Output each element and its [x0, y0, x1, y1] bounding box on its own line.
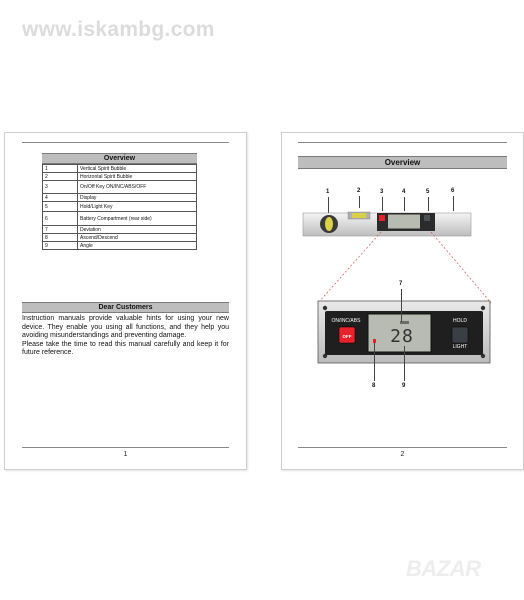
overview-row-label: On/Off Key ON/INC/ABS/OFF [78, 181, 197, 194]
overview-row-label: Horizontal Spirit Bubble [78, 173, 197, 181]
page-number: 2 [400, 451, 405, 458]
overview-row-number: 2 [43, 173, 78, 181]
label-2: 2 [357, 188, 361, 194]
overview-row [43, 165, 197, 173]
label-7: 7 [399, 281, 403, 287]
manual-page-2 [281, 132, 524, 470]
lcd-angle-readout: 28 [390, 326, 414, 347]
leader-7 [401, 289, 402, 322]
leader-8 [374, 343, 375, 381]
overview-row [43, 234, 197, 242]
overview-row-number: 4 [43, 194, 78, 202]
overview-row-label: Ascend/Descend [78, 234, 197, 242]
overview-row-number: 9 [43, 242, 78, 250]
overview-heading: Overview [298, 156, 507, 169]
overview-row [43, 242, 197, 250]
off-key: OFF [342, 334, 352, 339]
overview-row-label: Angle [78, 242, 197, 250]
light-label: LIGHT [452, 344, 468, 350]
bazar-logo: BAZAR [406, 556, 481, 581]
customers-paragraph-2: Please take the time to read this manual carefully and keep it for future reference. [22, 340, 229, 356]
overview-row-number: 5 [43, 202, 78, 212]
overview-row [43, 226, 197, 234]
manual-page-1 [4, 132, 247, 470]
overview-row-number: 8 [43, 234, 78, 242]
overview-row-label: Hold/Light Key [78, 202, 197, 212]
overview-table [42, 164, 197, 250]
overview-heading: Overview [42, 153, 197, 164]
hold-label: HOLD [453, 318, 467, 324]
label-1: 1 [326, 189, 330, 195]
page-number: 1 [123, 451, 128, 458]
label-8: 8 [372, 383, 376, 389]
customers-paragraph-1: Instruction manuals provide valuable hints for using your new device. They enable you using all functions, and they help you avoiding misunderstandings and preventing damage. [22, 315, 229, 339]
label-3: 3 [380, 189, 384, 195]
overview-row-number: 6 [43, 212, 78, 226]
dear-customers-heading: Dear Customers [22, 302, 229, 313]
customers-text [22, 315, 229, 358]
label-9: 9 [402, 383, 406, 389]
bottom-rule [22, 447, 229, 448]
overview-row-label: Display [78, 194, 197, 202]
overview-row-number: 1 [43, 165, 78, 173]
overview-row [43, 194, 197, 202]
watermark-text: www.iskambg.com [22, 18, 215, 41]
overview-row [43, 181, 197, 194]
spirit-level-illustration [282, 133, 523, 469]
top-rule [22, 142, 229, 143]
label-5: 5 [426, 189, 430, 195]
overview-row-label: Vertical Spirit Bubble [78, 165, 197, 173]
overview-row [43, 202, 197, 212]
overview-row [43, 212, 197, 226]
overview-row [43, 173, 197, 181]
label-6: 6 [451, 188, 455, 194]
leader-9 [404, 346, 405, 381]
overview-row-number: 7 [43, 226, 78, 234]
on-inc-abs-key-label: ON/INC/ABS [331, 318, 361, 324]
overview-row-label: Battery Compartment (rear side) [78, 212, 197, 226]
bottom-rule [298, 447, 507, 448]
overview-row-label: Deviation [78, 226, 197, 234]
overview-row-number: 3 [43, 181, 78, 194]
label-4: 4 [402, 189, 406, 195]
